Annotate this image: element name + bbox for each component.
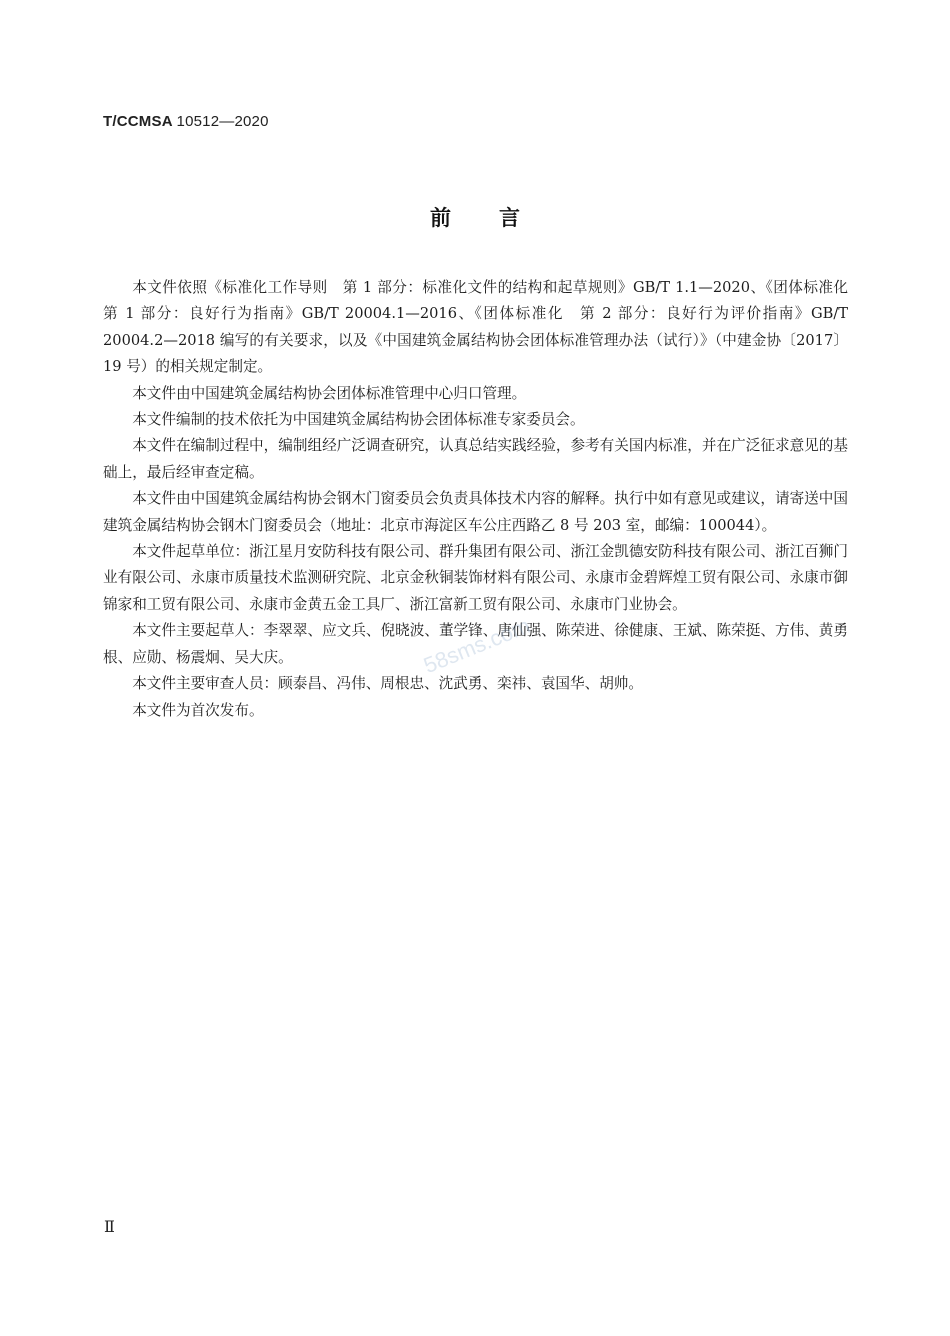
paragraph-drafting-process: 本文件在编制过程中，编制组经广泛调查研究，认真总结实践经验，参考有关国内标准，并在广泛征求意见的基础上，最后经审查定稿。 <box>103 437 848 481</box>
foreword-body <box>103 275 863 724</box>
paragraph-reviewers: 本文件主要审查人员：顾泰昌、冯伟、周根忠、沈武勇、栾祎、袁国华、胡帅。 <box>132 675 643 693</box>
paragraph-drafters: 本文件主要起草人：李翠翠、应文兵、倪晓波、董学锋、唐仙强、陈荣进、徐健康、王斌、陈荣挺、方伟、黄勇根、应勋、杨震炯、吴大庆。 <box>103 622 848 666</box>
paragraph-management: 本文件由中国建筑金属结构协会团体标准管理中心归口管理。 <box>132 384 527 402</box>
paragraph-first-release: 本文件为首次发布。 <box>132 701 264 719</box>
watermark: 58sms.com <box>420 612 534 679</box>
paragraph-basis: 本文件依照《标准化工作导则 第 1 部分：标准化文件的结构和起草规则》GB/T 1.1—2020、《团体标准化 第 1 部分：良好行为指南》GB/T 20004.1—2016、《团体标准化 第 2 部分：良好行为评价指南》GB/T 20004.2—2018 编写的有关要求，以及《中国建筑金属结构协会团体标准管理办法（试行）》（中建金协〔2017〕19 号）的相关规定制定。 <box>103 279 863 376</box>
paragraph-technical-support: 本文件编制的技术依托为中国建筑金属结构协会团体标准专家委员会。 <box>132 411 585 429</box>
paragraph-interpretation: 本文件由中国建筑金属结构协会钢木门窗委员会负责具体技术内容的解释。执行中如有意见或建议，请寄送中国建筑金属结构协会钢木门窗委员会（地址：北京市海淀区车公庄西路乙 8 号 203 室，邮编：100044）。 <box>103 490 848 534</box>
document-code-number: 10512—2020 <box>176 113 269 130</box>
page-number: Ⅱ <box>104 1217 115 1236</box>
document-code <box>103 113 269 130</box>
document-code-prefix: T/CCMSA <box>103 113 173 130</box>
page-title: 前言 <box>430 206 568 230</box>
paragraph-drafting-units: 本文件起草单位：浙江星月安防科技有限公司、群升集团有限公司、浙江金凯德安防科技有限公司、浙江百狮门业有限公司、永康市质量技术监测研究院、北京金秋铜装饰材料有限公司、永康市金碧辉煌工贸有限公司、永康市御锦家和工贸有限公司、永康市金黄五金工具厂、浙江富新工贸有限公司、永康市门业协会。 <box>103 543 848 613</box>
